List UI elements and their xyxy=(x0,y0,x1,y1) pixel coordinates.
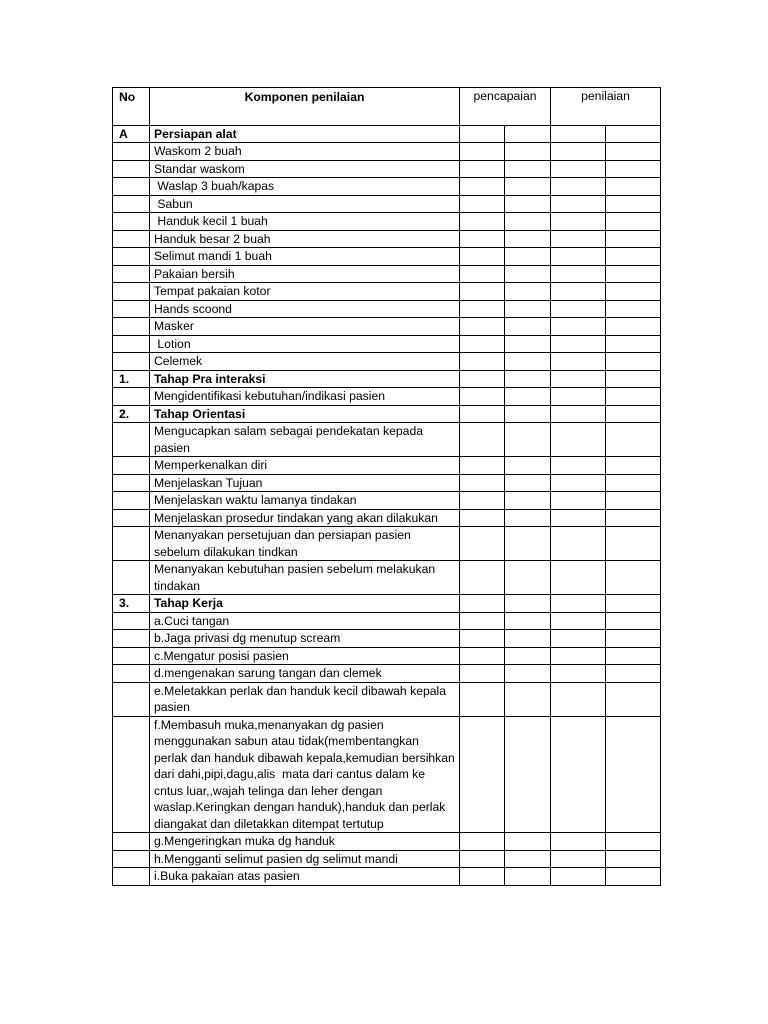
pencapaian-cell[interactable] xyxy=(505,370,551,388)
penilaian-cell[interactable] xyxy=(606,300,661,318)
penilaian-cell[interactable] xyxy=(606,388,661,406)
penilaian-cell[interactable] xyxy=(551,300,606,318)
row-number xyxy=(113,647,150,665)
section-row xyxy=(113,405,661,423)
pencapaian-cell[interactable] xyxy=(505,300,551,318)
penilaian-cell[interactable] xyxy=(606,492,661,510)
penilaian-cell[interactable] xyxy=(551,248,606,266)
table-body xyxy=(113,125,661,885)
table-row xyxy=(113,630,661,648)
penilaian-cell[interactable] xyxy=(606,665,661,683)
pencapaian-cell[interactable] xyxy=(505,682,551,716)
pencapaian-cell[interactable] xyxy=(460,213,505,231)
row-component-text: Tempat pakaian kotor xyxy=(150,283,460,301)
row-component-text: Waslap 3 buah/kapas xyxy=(150,178,460,196)
penilaian-cell[interactable] xyxy=(551,647,606,665)
row-component-text: a.Cuci tangan xyxy=(150,612,460,630)
pencapaian-cell[interactable] xyxy=(505,405,551,423)
row-component-text: Handuk kecil 1 buah xyxy=(150,213,460,231)
pencapaian-cell[interactable] xyxy=(505,213,551,231)
penilaian-cell[interactable] xyxy=(606,318,661,336)
penilaian-cell[interactable] xyxy=(606,716,661,833)
pencapaian-cell[interactable] xyxy=(460,850,505,868)
table-row xyxy=(113,647,661,665)
pencapaian-cell[interactable] xyxy=(460,405,505,423)
section-row xyxy=(113,125,661,143)
pencapaian-cell[interactable] xyxy=(505,850,551,868)
pencapaian-cell[interactable] xyxy=(460,230,505,248)
penilaian-cell[interactable] xyxy=(551,160,606,178)
penilaian-cell[interactable] xyxy=(606,265,661,283)
table-row xyxy=(113,388,661,406)
section-row xyxy=(113,370,661,388)
penilaian-cell[interactable] xyxy=(551,492,606,510)
table-row xyxy=(113,457,661,475)
table-row xyxy=(113,318,661,336)
pencapaian-cell[interactable] xyxy=(505,665,551,683)
row-component-text: c.Mengatur posisi pasien xyxy=(150,647,460,665)
pencapaian-cell[interactable] xyxy=(460,283,505,301)
pencapaian-cell[interactable] xyxy=(505,230,551,248)
pencapaian-cell[interactable] xyxy=(460,125,505,143)
row-component-text: g.Mengeringkan muka dg handuk xyxy=(150,833,460,851)
row-number xyxy=(113,716,150,833)
pencapaian-cell[interactable] xyxy=(460,457,505,475)
row-component-text: Menanyakan persetujuan dan persiapan pasien sebelum dilakukan tindkan xyxy=(150,527,460,561)
row-number xyxy=(113,561,150,595)
penilaian-cell[interactable] xyxy=(606,647,661,665)
table-row xyxy=(113,230,661,248)
table-row xyxy=(113,561,661,595)
penilaian-cell[interactable] xyxy=(606,630,661,648)
penilaian-cell[interactable] xyxy=(606,423,661,457)
row-number xyxy=(113,868,150,886)
row-component-text: Menjelaskan prosedur tindakan yang akan dilakukan xyxy=(150,509,460,527)
header-penilaian: penilaian xyxy=(551,88,661,126)
pencapaian-cell[interactable] xyxy=(460,423,505,457)
pencapaian-cell[interactable] xyxy=(505,125,551,143)
pencapaian-cell[interactable] xyxy=(460,195,505,213)
row-number xyxy=(113,850,150,868)
penilaian-cell[interactable] xyxy=(551,370,606,388)
pencapaian-cell[interactable] xyxy=(505,595,551,613)
row-component-text: Menjelaskan waktu lamanya tindakan xyxy=(150,492,460,510)
row-number xyxy=(113,509,150,527)
row-component-text: Tahap Kerja xyxy=(150,595,460,613)
row-number xyxy=(113,833,150,851)
row-number xyxy=(113,143,150,161)
row-component-text: Tahap Pra interaksi xyxy=(150,370,460,388)
row-component-text: Persiapan alat xyxy=(150,125,460,143)
pencapaian-cell[interactable] xyxy=(505,647,551,665)
row-component-text: Selimut mandi 1 buah xyxy=(150,248,460,266)
pencapaian-cell[interactable] xyxy=(505,561,551,595)
penilaian-cell[interactable] xyxy=(606,595,661,613)
pencapaian-cell[interactable] xyxy=(505,353,551,371)
row-component-text: Mengucapkan salam sebagai pendekatan kepada pasien xyxy=(150,423,460,457)
pencapaian-cell[interactable] xyxy=(460,630,505,648)
penilaian-cell[interactable] xyxy=(551,230,606,248)
row-number: 3. xyxy=(113,595,150,613)
pencapaian-cell[interactable] xyxy=(460,716,505,833)
pencapaian-cell[interactable] xyxy=(505,509,551,527)
penilaian-cell[interactable] xyxy=(551,125,606,143)
penilaian-cell[interactable] xyxy=(551,527,606,561)
table-row xyxy=(113,283,661,301)
pencapaian-cell[interactable] xyxy=(460,143,505,161)
penilaian-cell[interactable] xyxy=(606,833,661,851)
penilaian-cell[interactable] xyxy=(551,335,606,353)
pencapaian-cell[interactable] xyxy=(460,595,505,613)
penilaian-cell[interactable] xyxy=(551,665,606,683)
header-pencapaian: pencapaian xyxy=(460,88,551,126)
row-number xyxy=(113,612,150,630)
row-number xyxy=(113,265,150,283)
penilaian-cell[interactable] xyxy=(551,833,606,851)
row-number xyxy=(113,423,150,457)
pencapaian-cell[interactable] xyxy=(505,178,551,196)
pencapaian-cell[interactable] xyxy=(505,716,551,833)
row-number: 1. xyxy=(113,370,150,388)
penilaian-cell[interactable] xyxy=(606,125,661,143)
row-number xyxy=(113,178,150,196)
pencapaian-cell[interactable] xyxy=(505,527,551,561)
penilaian-cell[interactable] xyxy=(606,850,661,868)
table-row xyxy=(113,665,661,683)
pencapaian-cell[interactable] xyxy=(460,178,505,196)
table-row xyxy=(113,160,661,178)
row-component-text: Memperkenalkan diri xyxy=(150,457,460,475)
row-number xyxy=(113,388,150,406)
row-component-text: i.Buka pakaian atas pasien xyxy=(150,868,460,886)
row-component-text: b.Jaga privasi dg menutup scream xyxy=(150,630,460,648)
row-component-text: Tahap Orientasi xyxy=(150,405,460,423)
row-component-text: Hands scoond xyxy=(150,300,460,318)
table-row xyxy=(113,682,661,716)
penilaian-cell[interactable] xyxy=(551,318,606,336)
penilaian-cell[interactable] xyxy=(551,353,606,371)
pencapaian-cell[interactable] xyxy=(505,265,551,283)
table-row xyxy=(113,868,661,886)
pencapaian-cell[interactable] xyxy=(460,833,505,851)
penilaian-cell[interactable] xyxy=(606,527,661,561)
penilaian-cell[interactable] xyxy=(551,195,606,213)
row-component-text: Pakaian bersih xyxy=(150,265,460,283)
penilaian-cell[interactable] xyxy=(606,195,661,213)
row-number xyxy=(113,283,150,301)
pencapaian-cell[interactable] xyxy=(460,868,505,886)
row-component-text: Waskom 2 buah xyxy=(150,143,460,161)
pencapaian-cell[interactable] xyxy=(460,665,505,683)
pencapaian-cell[interactable] xyxy=(460,509,505,527)
pencapaian-cell[interactable] xyxy=(505,457,551,475)
penilaian-cell[interactable] xyxy=(551,405,606,423)
penilaian-cell[interactable] xyxy=(551,178,606,196)
row-number xyxy=(113,335,150,353)
pencapaian-cell[interactable] xyxy=(505,318,551,336)
penilaian-cell[interactable] xyxy=(551,213,606,231)
row-component-text: d.mengenakan sarung tangan dan clemek xyxy=(150,665,460,683)
row-number xyxy=(113,353,150,371)
row-number xyxy=(113,248,150,266)
table-row xyxy=(113,265,661,283)
table-row xyxy=(113,716,661,833)
pencapaian-cell[interactable] xyxy=(460,682,505,716)
row-number xyxy=(113,474,150,492)
penilaian-cell[interactable] xyxy=(606,561,661,595)
pencapaian-cell[interactable] xyxy=(505,630,551,648)
pencapaian-cell[interactable] xyxy=(505,335,551,353)
table-row xyxy=(113,423,661,457)
penilaian-cell[interactable] xyxy=(551,630,606,648)
penilaian-cell[interactable] xyxy=(551,265,606,283)
row-number xyxy=(113,682,150,716)
table-header-row xyxy=(113,88,661,126)
pencapaian-cell[interactable] xyxy=(460,335,505,353)
penilaian-cell[interactable] xyxy=(551,682,606,716)
row-number xyxy=(113,492,150,510)
row-component-text: e.Meletakkan perlak dan handuk kecil dibawah kepala pasien xyxy=(150,682,460,716)
penilaian-cell[interactable] xyxy=(606,230,661,248)
pencapaian-cell[interactable] xyxy=(505,868,551,886)
header-no: No xyxy=(113,88,150,126)
penilaian-cell[interactable] xyxy=(551,143,606,161)
pencapaian-cell[interactable] xyxy=(460,265,505,283)
pencapaian-cell[interactable] xyxy=(460,474,505,492)
row-number xyxy=(113,195,150,213)
row-component-text: Masker xyxy=(150,318,460,336)
penilaian-cell[interactable] xyxy=(606,868,661,886)
pencapaian-cell[interactable] xyxy=(460,647,505,665)
pencapaian-cell[interactable] xyxy=(460,527,505,561)
row-number xyxy=(113,665,150,683)
row-component-text: Celemek xyxy=(150,353,460,371)
row-component-text: Menjelaskan Tujuan xyxy=(150,474,460,492)
row-number: A xyxy=(113,125,150,143)
penilaian-cell[interactable] xyxy=(606,405,661,423)
row-number xyxy=(113,318,150,336)
row-component-text: h.Mengganti selimut pasien dg selimut mandi xyxy=(150,850,460,868)
table-row xyxy=(113,527,661,561)
penilaian-cell[interactable] xyxy=(606,248,661,266)
table-row xyxy=(113,248,661,266)
penilaian-cell[interactable] xyxy=(606,457,661,475)
penilaian-cell[interactable] xyxy=(606,509,661,527)
pencapaian-cell[interactable] xyxy=(460,370,505,388)
pencapaian-cell[interactable] xyxy=(460,561,505,595)
table-row xyxy=(113,492,661,510)
row-number xyxy=(113,160,150,178)
table-row xyxy=(113,143,661,161)
pencapaian-cell[interactable] xyxy=(460,300,505,318)
pencapaian-cell[interactable] xyxy=(460,612,505,630)
table-row xyxy=(113,509,661,527)
pencapaian-cell[interactable] xyxy=(505,474,551,492)
penilaian-cell[interactable] xyxy=(551,612,606,630)
penilaian-cell[interactable] xyxy=(606,335,661,353)
penilaian-cell[interactable] xyxy=(551,561,606,595)
penilaian-cell[interactable] xyxy=(606,474,661,492)
row-component-text: Sabun xyxy=(150,195,460,213)
row-component-text: Handuk besar 2 buah xyxy=(150,230,460,248)
penilaian-cell[interactable] xyxy=(551,457,606,475)
pencapaian-cell[interactable] xyxy=(505,492,551,510)
row-component-text: Standar waskom xyxy=(150,160,460,178)
row-number xyxy=(113,213,150,231)
row-number: 2. xyxy=(113,405,150,423)
table-row xyxy=(113,833,661,851)
row-component-text: Menanyakan kebutuhan pasien sebelum melakukan tindakan xyxy=(150,561,460,595)
penilaian-cell[interactable] xyxy=(551,283,606,301)
penilaian-cell[interactable] xyxy=(551,388,606,406)
table-row xyxy=(113,195,661,213)
row-component-text: f.Membasuh muka,menanyakan dg pasien menggunakan sabun atau tidak(membentangkan perlak dan handuk dibawah kepala,kemudian bersihkan dari dahi,pipi,dagu,alis mata dari cantus dalam ke cntus luar,,wajah telinga dan leher dengan waslap.Keringkan dengan handuk),handuk dan perlak diangakat dan diletakkan ditempat tertutup xyxy=(150,716,460,833)
penilaian-cell[interactable] xyxy=(551,595,606,613)
table-row xyxy=(113,300,661,318)
table-row xyxy=(113,612,661,630)
penilaian-cell[interactable] xyxy=(551,423,606,457)
penilaian-cell[interactable] xyxy=(551,716,606,833)
penilaian-cell[interactable] xyxy=(551,474,606,492)
penilaian-cell[interactable] xyxy=(606,370,661,388)
penilaian-cell[interactable] xyxy=(606,283,661,301)
penilaian-cell[interactable] xyxy=(606,160,661,178)
row-component-text: Mengidentifikasi kebutuhan/indikasi pasien xyxy=(150,388,460,406)
pencapaian-cell[interactable] xyxy=(460,492,505,510)
penilaian-cell[interactable] xyxy=(606,682,661,716)
penilaian-cell[interactable] xyxy=(551,868,606,886)
pencapaian-cell[interactable] xyxy=(505,833,551,851)
pencapaian-cell[interactable] xyxy=(460,353,505,371)
penilaian-cell[interactable] xyxy=(606,178,661,196)
row-component-text: Lotion xyxy=(150,335,460,353)
table-row xyxy=(113,850,661,868)
pencapaian-cell[interactable] xyxy=(505,423,551,457)
section-row xyxy=(113,595,661,613)
pencapaian-cell[interactable] xyxy=(460,388,505,406)
penilaian-cell[interactable] xyxy=(606,213,661,231)
row-number xyxy=(113,630,150,648)
pencapaian-cell[interactable] xyxy=(505,160,551,178)
pencapaian-cell[interactable] xyxy=(460,160,505,178)
pencapaian-cell[interactable] xyxy=(460,318,505,336)
pencapaian-cell[interactable] xyxy=(505,195,551,213)
pencapaian-cell[interactable] xyxy=(505,283,551,301)
row-number xyxy=(113,300,150,318)
table-row xyxy=(113,213,661,231)
pencapaian-cell[interactable] xyxy=(505,388,551,406)
table-row xyxy=(113,335,661,353)
penilaian-cell[interactable] xyxy=(606,143,661,161)
table-row xyxy=(113,178,661,196)
pencapaian-cell[interactable] xyxy=(460,248,505,266)
header-komponen: Komponen penilaian xyxy=(150,88,460,126)
pencapaian-cell[interactable] xyxy=(505,612,551,630)
pencapaian-cell[interactable] xyxy=(505,143,551,161)
pencapaian-cell[interactable] xyxy=(505,248,551,266)
penilaian-cell[interactable] xyxy=(606,353,661,371)
assessment-table xyxy=(112,87,661,886)
penilaian-cell[interactable] xyxy=(551,850,606,868)
row-number xyxy=(113,457,150,475)
table-row xyxy=(113,353,661,371)
penilaian-cell[interactable] xyxy=(606,612,661,630)
penilaian-cell[interactable] xyxy=(551,509,606,527)
row-number xyxy=(113,230,150,248)
table-row xyxy=(113,474,661,492)
row-number xyxy=(113,527,150,561)
assessment-document xyxy=(112,87,660,886)
